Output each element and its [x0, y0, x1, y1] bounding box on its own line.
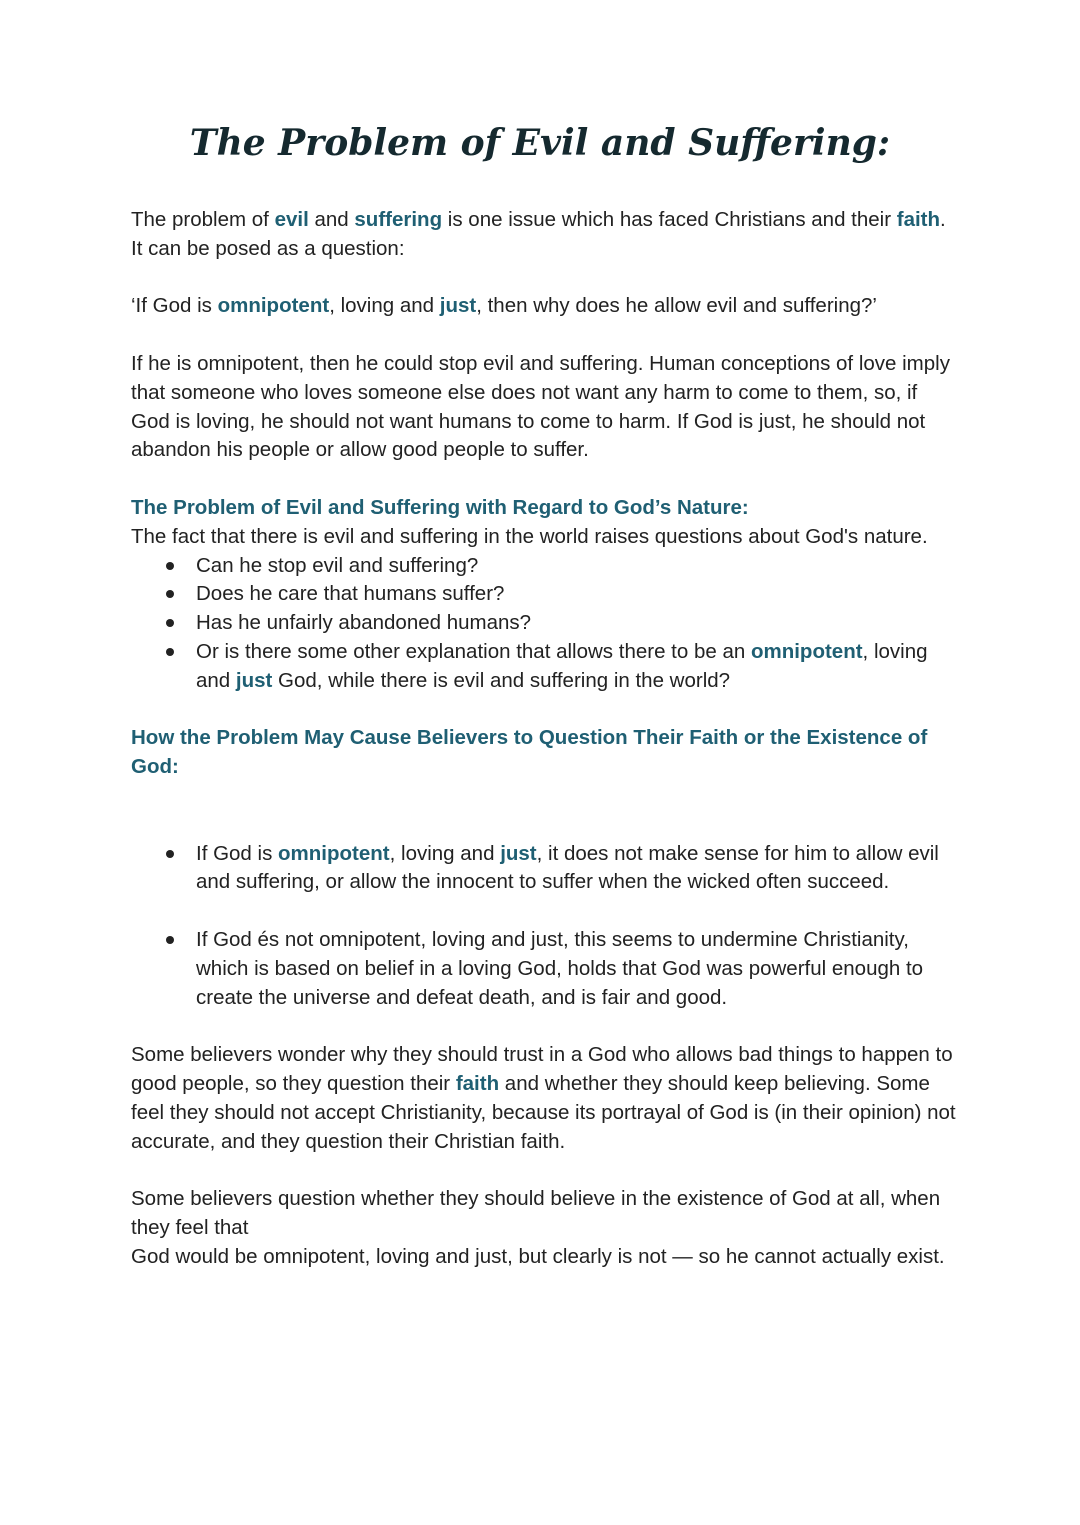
list-item: [196, 840, 961, 898]
spacer: [131, 782, 961, 840]
question-faith-list: [131, 840, 961, 1013]
document-body: [131, 206, 961, 1271]
spacer: [131, 264, 961, 293]
intro-text-4: . It can be posed as a question:: [131, 208, 946, 260]
spacer: [131, 321, 961, 350]
keyword-omnipotent: omnipotent: [750, 639, 863, 663]
keyword-just: just: [235, 668, 273, 692]
spacer: [131, 696, 961, 725]
keyword-just: just: [439, 294, 477, 318]
section-heading-gods-nature: The Problem of Evil and Suffering with Regard to God’s Nature:: [131, 495, 749, 519]
section-heading-question-faith: How the Problem May Cause Believers to Question Their Faith or the Existence of God:: [131, 726, 928, 779]
keyword-omnipotent: omnipotent: [278, 841, 390, 865]
list-item: Has he unfairly abandoned humans?: [196, 609, 961, 638]
keyword-suffering: suffering: [354, 208, 443, 231]
list-item-text-3: , it does not make sense for him to allow evil and suffering, or allow the innocent to suffer when the wicked often succeed.: [196, 841, 939, 894]
page-title: The Problem of Evil and Suffering:: [189, 122, 891, 164]
keyword-omnipotent: omnipotent: [217, 294, 330, 318]
list-item-text-2: , loving and: [196, 639, 928, 692]
gods-nature-question-list: [131, 552, 961, 696]
spacer: [196, 897, 961, 926]
list-item: [196, 638, 961, 696]
existence-paragraph-line1: Some believers question whether they should believe in the existence of God at all, when they feel that: [131, 1187, 941, 1239]
list-item-text-1: If God is: [196, 841, 279, 865]
keyword-faith: faith: [896, 208, 941, 231]
explanation-paragraph: If he is omnipotent, then he could stop evil and suffering. Human conceptions of love imply that someone who loves someone else does not want any harm to come to them, so, if God is loving, he should not want humans to come to harm. If God is just, he should not abandon his people or allow good people to suffer.: [131, 351, 950, 462]
list-item-text-1: Or is there some other explanation that allows there to be an: [196, 639, 751, 663]
spacer: [131, 465, 961, 494]
trust-text-2: and whether they should keep believing. Some feel they should not accept Christianity, because its portrayal of God is (in their opinion) not accurate, and they question their Christian faith.: [131, 1071, 956, 1153]
list-item: Can he stop evil and suffering?: [196, 552, 961, 581]
question-text-1: ‘If God is: [131, 294, 218, 318]
spacer: [131, 1012, 961, 1041]
gods-nature-paragraph: The fact that there is evil and suffering in the world raises questions about God's nature.: [131, 524, 928, 548]
keyword-just: just: [500, 841, 537, 865]
intro-text-3: is one issue which has faced Christians and their: [442, 208, 897, 231]
list-item: If God és not omnipotent, loving and just, this seems to undermine Christianity, which is based on belief in a loving God, holds that God was powerful enough to create the universe and defeat death, and is fair and good.: [196, 926, 961, 1012]
trust-paragraph: [131, 1041, 961, 1156]
intro-text-2: and: [308, 208, 355, 231]
question-paragraph: [131, 292, 961, 321]
keyword-faith: faith: [455, 1071, 500, 1095]
intro-paragraph: [131, 206, 961, 264]
question-text-2: , loving and: [329, 294, 440, 318]
trust-text-1: Some believers wonder why they should trust in a God who allows bad things to happen to good people, so they question their: [131, 1043, 953, 1095]
intro-text-1: The problem of: [131, 208, 275, 231]
question-text-3: , then why does he allow evil and suffering?’: [476, 294, 877, 318]
existence-paragraph-line2: God would be omnipotent, loving and just, but clearly is not — so he cannot actually exist.: [131, 1244, 945, 1268]
spacer: [131, 1156, 961, 1185]
list-item-text-3: God, while there is evil and suffering in the world?: [272, 668, 731, 692]
keyword-evil: evil: [274, 208, 309, 231]
list-item: Does he care that humans suffer?: [196, 580, 961, 609]
list-item-text-2: , loving and: [389, 841, 501, 865]
